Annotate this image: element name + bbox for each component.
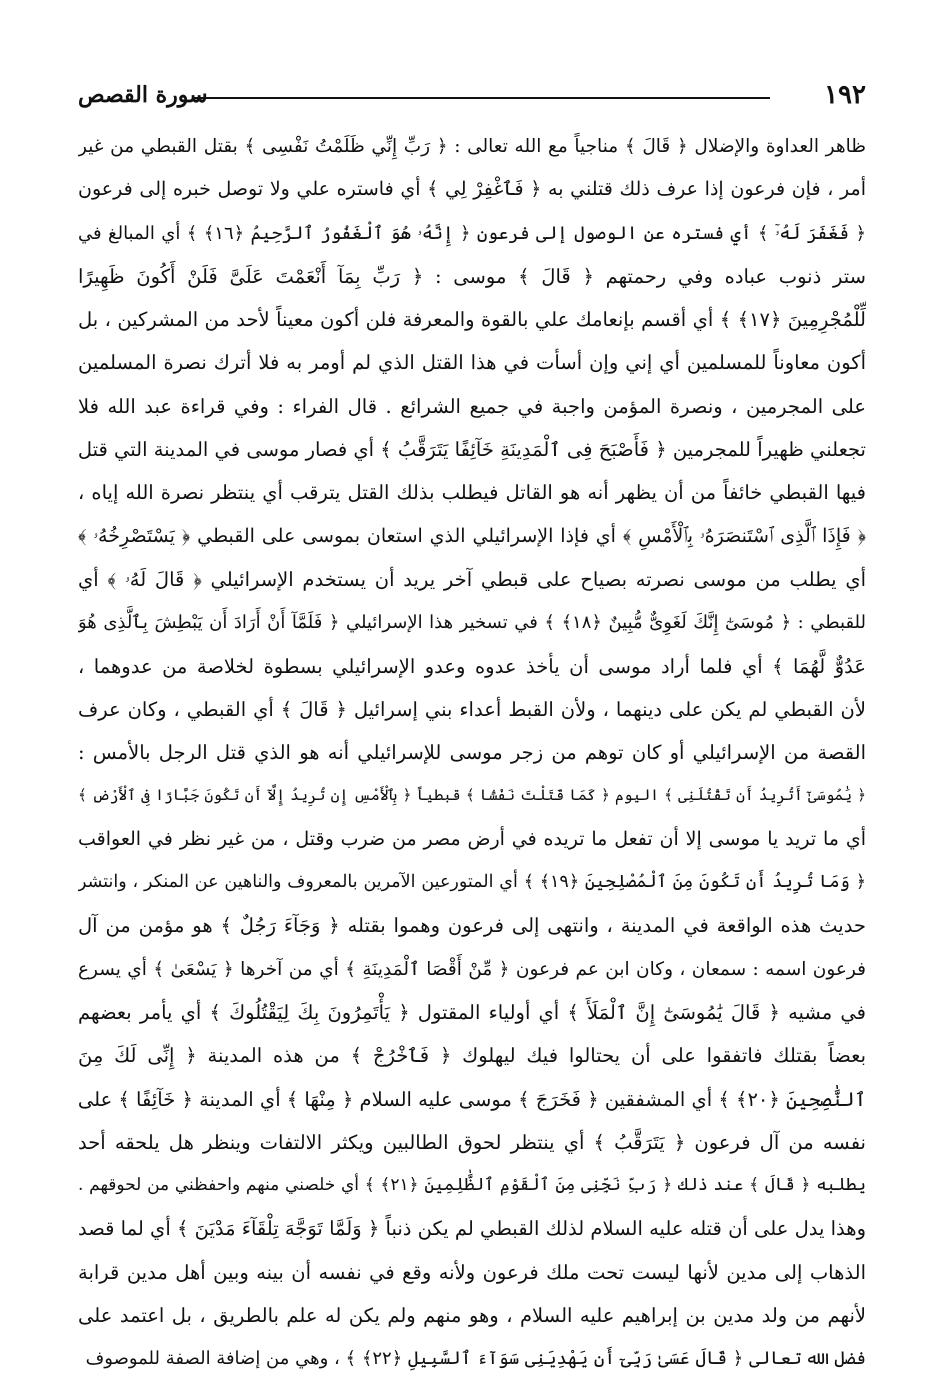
text-line: ٱلنَّٰصِحِينَ ﴿٢٠﴾ ﴾ أي المشفقين ﴿ فَخَرَجَ ﴾ موسى عليه السلام ﴿ مِنْهَا ﴾ أي المدينة ﴿ خَآئِفًا ﴾ على	[78, 1087, 866, 1111]
text-line: للقبطي : ﴿ مُوسَىٰٓ إِنَّكَ لَغَوِىٌّ مُّبِينٌ ﴿١٨﴾ ﴾ في تسخير هذا الإسرائيلي ﴿ فَلَمَّآ أَنْ أَرَادَ أَن يَبْطِشَ بِٱلَّذِى هُوَ	[78, 612, 866, 634]
running-header	[78, 78, 866, 112]
text-line: أي ما تريد يا موسى إلا أن تفعل ما تريده في أرض مصر من ضرب وقتل ، من غير نظر في العواقب	[78, 827, 866, 850]
text-line: نفسه من آل فرعون ﴿ يَتَرَقَّبُ ﴾ أي ينتظر لحوق الطالبين ويكثر الالتفات وينظر هل يلحقه أحد	[78, 1130, 866, 1154]
text-line: يطلبه ﴿ قَالَ ﴾ عند ذلك ﴿ رَبِّ نَجِّنِى مِنَ ٱلْقَوْمِ ٱلظَّٰلِمِينَ ﴿٢١﴾ ﴾ أي خلصني منهم واحفظني من لحوقهم .	[78, 1175, 866, 1196]
page-number: ١٩٢	[824, 80, 866, 110]
text-line: حديث هذه الواقعة في المدينة ، وانتهى إلى فرعون وهموا بقتله ﴿ وَجَآءَ رَجُلٌ ﴾ هو مؤمن من آل	[78, 914, 866, 938]
text-line: وهذا يدل على أن قتله عليه السلام لذلك القبطي لم يكن ذنباً ﴿ وَلَمَّا تَوَجَّهَ تِلْقَآءَ مَدْيَنَ ﴾ أي لما قصد	[78, 1217, 866, 1241]
text-line: في مشيه ﴿ قَالَ يَٰمُوسَىٰٓ إِنَّ ٱلْمَلَأَ ﴾ أي أولياء المقتول ﴿ يَأْتَمِرُونَ بِكَ لِيَقْتُلُوكَ ﴾ أي يأمر بعضهم	[78, 1000, 866, 1024]
text-line: على المجرمين ، ونصرة المؤمن واجبة في جميع الشرائع . قال الفراء : وفي قراءة عبد الله فلا	[78, 394, 866, 418]
header-rule	[192, 97, 770, 99]
text-line: ﴿ وَمَا تُرِيدُ أَن تَكُونَ مِنَ ٱلْمُصْلِحِينَ ﴿١٩﴾ ﴾ أي المتورعين الآمرين بالمعروف والناهين عن المنكر ، وانتشر	[78, 872, 866, 893]
surah-title: سورة القصص	[78, 82, 208, 108]
text-line: ﴿ فَإِذَا ٱلَّذِى ٱسْتَنصَرَهُۥ بِٱلْأَمْسِ ﴾ أي فإذا الإسرائيلي الذي استعان بموسى على القبطي ﴿ يَسْتَصْرِخُهُۥ ﴾	[78, 524, 866, 547]
text-line: ﴿ فَغَفَرَ لَهُۥٓ ﴾ أي فستره عن الوصول إلى فرعون ﴿ إِنَّهُۥ هُوَ ٱلْغَفُورُ ٱلرَّحِيمُ ﴿١٦﴾ ﴾ أي المبالغ في	[78, 222, 866, 244]
text-line: عَدُوٌّ لَّهُمَا ﴾ أي فلما أراد موسى أن يأخذ عدوه وعدو الإسرائيلي بسطوة لخلاصة من عدوهما ،	[78, 654, 866, 678]
text-line: أمر ، فإن فرعون إذا عرف ذلك قتلني به ﴿ فَٱغْفِرْ لِي ﴾ أي فاستره علي ولا توصل خبره إلى فرعون	[78, 178, 866, 201]
text-line: ستر ذنوب عباده وفي رحمتهم ﴿ قَالَ ﴾ موسى : ﴿ رَبِّ بِمَآ أَنْعَمْتَ عَلَىَّ فَلَنْ أَكُونَ ظَهِيرًا	[78, 264, 866, 288]
text-line: أي يطلب من موسى نصرته بصياح على قبطي آخر يريد أن يستخدم الإسرائيلي ﴿ قَالَ لَهُۥ ﴾ أي	[78, 567, 866, 591]
text-line: الذهاب إلى مدين لأنها ليست تحت ملك فرعون ولأنه وقع في نفسه أن بينه وبين أهل مدين قرابة	[78, 1260, 866, 1284]
text-line: لأن القبطي لم يكن على دينهما ، ولأن القبط أعداء بني إسرائيل ﴿ قَالَ ﴾ أي القبطي ، وكان عرف	[78, 697, 866, 721]
text-line: لأنهم من ولد مدين بن إبراهيم عليه السلام ، وهو منهم ولم يكن له علم بالطريق ، بل اعتمد على	[78, 1304, 866, 1328]
text-line: ﴿ يَٰمُوسَىٰٓ أَتُرِيدُ أَن تَقْتُلَنِى ﴾ اليوم ﴿ كَمَا قَتَلْتَ نَفْسًۢا ﴾ قبطياً ﴿ بِٱلْأَمْسِ إِن تُرِيدُ إِلَّآ أَن تَكُونَ جَبَّارًا فِى ٱلْأَرْضِ ﴾	[78, 786, 866, 805]
text-line: لِّلْمُجْرِمِينَ ﴿١٧﴾ ﴾ أي أقسم بإنعامك علي بالقوة والمعرفة فلن أكون معيناً لأحد من المشركين ، بل	[78, 308, 866, 332]
text-line: أكون معاوناً للمسلمين أي إني وإن أسأت في هذا القتل الذي لم أومر به فلا أترك نصرة المسلمين	[78, 351, 866, 375]
text-line: فيها القبطي خائفاً من أن يظهر أنه هو القاتل فيطلب بذلك القتل يترقب أي ينتظر نصرة الله إياه ،	[78, 481, 866, 505]
text-line: فرعون اسمه : سمعان ، وكان ابن عم فرعون ﴿ مِّنْ أَقْصَا ٱلْمَدِينَةِ ﴾ أي من آخرها ﴿ يَسْعَىٰ ﴾ أي يسرع	[78, 958, 866, 980]
text-line: بعضاً بقتلك فاتفقوا على أن يحتالوا فيك ليهلوك ﴿ فَٱخْرُجْ ﴾ من هذه المدينة ﴿ إِنِّى لَكَ مِنَ	[78, 1044, 866, 1068]
text-line: تجعلني ظهيراً للمجرمين ﴿ فَأَصْبَحَ فِى ٱلْمَدِينَةِ خَآئِفًا يَتَرَقَّبُ ﴾ أي فصار موسى في المدينة التي قتل	[78, 438, 866, 462]
text-line: ظاهر العداوة والإضلال ﴿ قَالَ ﴾ مناجياً مع الله تعالى : ﴿ رَبِّ إِنِّي ظَلَمْتُ نَفْسِى ﴾ بقتل القبطي من غير	[78, 136, 866, 157]
text-line: فضل الله تعالى ﴿ قَالَ عَسَىٰ رَبِّىٓ أَن يَهْدِيَنِى سَوَآءَ ٱلسَّبِيلِ ﴿٢٢﴾ ﴾ ، وهي من إضافة الصفة للموصوف	[85, 1348, 866, 1370]
text-line: القصة من الإسرائيلي أو كان توهم من زجر موسى للإسرائيلي أنه هو الذي قتل الرجل بالأمس :	[78, 741, 866, 765]
commentary-text	[78, 125, 866, 1381]
